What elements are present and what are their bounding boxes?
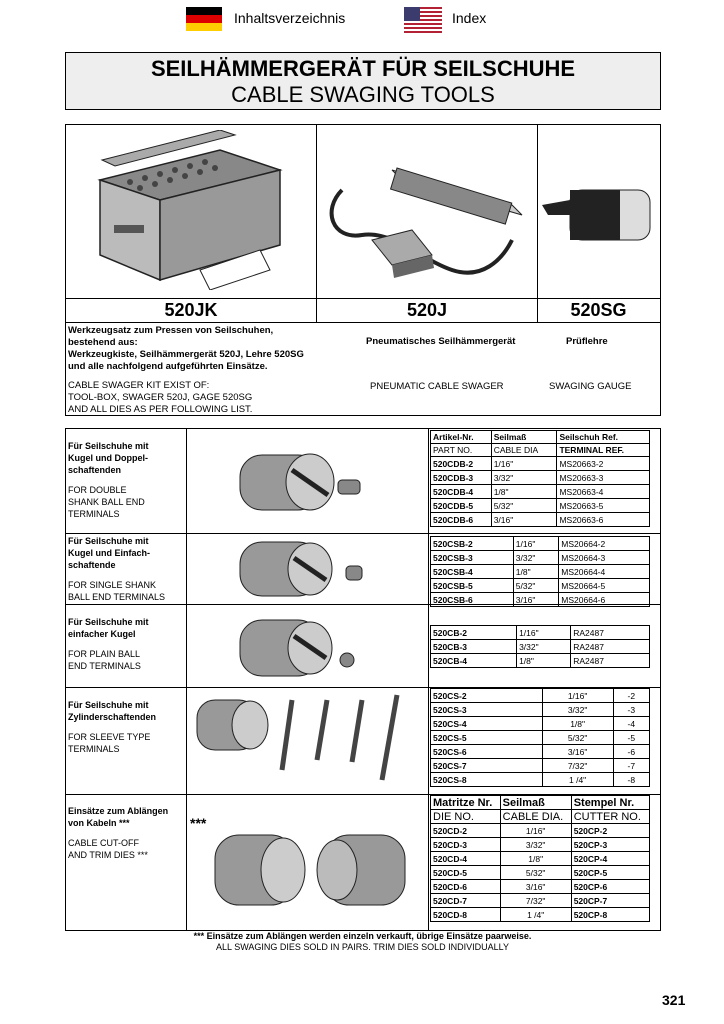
- die-no: 520CD-2: [431, 824, 501, 838]
- table-row: [431, 485, 650, 499]
- part-no: 520CSB-5: [431, 579, 514, 593]
- part-no: 520CS-8: [431, 773, 543, 787]
- title-de: SEILHÄMMERGERÄT FÜR SEILSCHUHE: [150, 56, 576, 81]
- col-header: Artikel-Nr.: [431, 431, 492, 444]
- cable-dia: 1/8": [491, 485, 557, 499]
- label-line: FOR SLEEVE TYPE: [68, 732, 151, 742]
- col-header: TERMINAL REF.: [557, 444, 650, 457]
- sleeve-die-image: [192, 690, 422, 790]
- cutter-no: 520CP-7: [571, 894, 649, 908]
- part-no: 520CSB-2: [431, 537, 514, 551]
- section-cd-label: [68, 805, 168, 861]
- cable-dia: 1/16": [500, 824, 571, 838]
- table-row: [431, 626, 650, 640]
- part-no: 520CS-5: [431, 731, 543, 745]
- terminal-ref: MS20663-3: [557, 471, 650, 485]
- label-line: Zylinderschaftenden: [68, 712, 157, 722]
- label-line: BALL END TERMINALS: [68, 592, 166, 602]
- die-no: 520CD-4: [431, 852, 501, 866]
- cutter-no: 520CP-2: [571, 824, 649, 838]
- col-header: Stempel Nr.: [571, 796, 649, 810]
- table-row: [431, 838, 650, 852]
- table-row: [431, 908, 650, 922]
- col-header: PART NO.: [431, 444, 492, 457]
- cable-dia: 3/16": [491, 513, 557, 527]
- swager-description-de: Pneumatisches Seilhämmergerät: [366, 336, 516, 347]
- double-shank-die-image: [230, 440, 370, 520]
- terminal-ref: -6: [613, 745, 649, 759]
- table-row: [431, 471, 650, 485]
- cable-dia: 1 /4": [500, 908, 571, 922]
- section-cb-label: [68, 616, 149, 672]
- col-header: Matritze Nr.: [431, 796, 501, 810]
- cable-dia: 7/32": [500, 894, 571, 908]
- label-line: END TERMINALS: [68, 661, 141, 671]
- stars-marker: ***: [190, 815, 207, 831]
- label-line: FOR SINGLE SHANK: [68, 580, 157, 590]
- terminal-ref: MS20663-5: [557, 499, 650, 513]
- section-cs-label: [68, 699, 156, 755]
- cable-dia: 5/32": [491, 499, 557, 513]
- table-row: [431, 654, 650, 668]
- cable-dia: 3/32": [542, 703, 613, 717]
- divider: [65, 298, 660, 299]
- cut-off-die-image: [205, 825, 420, 923]
- part-no: 520CDB-4: [431, 485, 492, 499]
- table-row: [431, 824, 650, 838]
- table-row: [431, 852, 650, 866]
- table-row: [431, 537, 650, 551]
- label-line: von Kabeln ***: [68, 818, 130, 828]
- cable-dia: 1/8": [513, 565, 559, 579]
- cable-dia: 1 /4": [542, 773, 613, 787]
- cable-dia: 1/16": [517, 626, 571, 640]
- terminal-ref: -5: [613, 731, 649, 745]
- german-flag-icon[interactable]: [186, 7, 222, 31]
- table-row: [431, 894, 650, 908]
- terminal-ref: MS20664-2: [559, 537, 650, 551]
- die-no: 520CD-5: [431, 866, 501, 880]
- toolbox-image: [90, 130, 290, 290]
- cutter-no: 520CP-4: [571, 852, 649, 866]
- part-no: 520CDB-6: [431, 513, 492, 527]
- cs-table: [430, 688, 650, 787]
- gauge-description-de: Prüflehre: [566, 336, 608, 347]
- terminal-ref: MS20664-6: [559, 593, 650, 607]
- cable-dia: 3/16": [500, 880, 571, 894]
- part-no: 520CSB-3: [431, 551, 514, 565]
- table-row: [431, 745, 650, 759]
- swaging-gauge-image: [540, 180, 658, 250]
- divider: [537, 124, 538, 322]
- part-no: 520CB-4: [431, 654, 517, 668]
- table-row: [431, 689, 650, 703]
- col-header: Seilmaß: [491, 431, 557, 444]
- title-box: [65, 52, 661, 110]
- table-row: [431, 880, 650, 894]
- cutter-no: 520CP-3: [571, 838, 649, 852]
- cable-dia: 1/8": [542, 717, 613, 731]
- toc-link[interactable]: Inhaltsverzeichnis: [234, 10, 346, 26]
- plain-ball-die-image: [230, 612, 370, 682]
- table-row: [431, 457, 650, 471]
- cdb-table: [430, 430, 650, 527]
- col-header: Seilschuh Ref.: [557, 431, 650, 444]
- label-line: Für Seilschuhe mit: [68, 617, 149, 627]
- cable-dia: 5/32": [542, 731, 613, 745]
- terminal-ref: -3: [613, 703, 649, 717]
- cable-dia: 1/16": [513, 537, 559, 551]
- cable-dia: 3/16": [513, 593, 559, 607]
- cable-dia: 3/32": [513, 551, 559, 565]
- label-line: schaftende: [68, 560, 116, 570]
- divider: [428, 428, 429, 930]
- die-no: 520CD-7: [431, 894, 501, 908]
- kit-de-line: und alle nachfolgend aufgeführten Einsätze.: [68, 361, 268, 372]
- terminal-ref: RA2487: [571, 640, 650, 654]
- us-flag-icon[interactable]: [403, 7, 443, 33]
- model-520jk: 520JK: [164, 300, 218, 320]
- terminal-ref: MS20663-4: [557, 485, 650, 499]
- terminal-ref: MS20663-2: [557, 457, 650, 471]
- kit-de-line: Werkzeugkiste, Seilhämmergerät 520J, Lehre 520SG: [68, 349, 304, 360]
- divider: [65, 533, 660, 534]
- kit-de-line: Werkzeugsatz zum Pressen von Seilschuhen,: [68, 325, 274, 336]
- label-line: CABLE CUT-OFF: [68, 838, 140, 848]
- section-cdb-label: [68, 440, 149, 520]
- col-header: Seilmaß: [500, 796, 571, 810]
- label-line: Einsätze zum Ablängen: [68, 806, 169, 816]
- model-520sg: 520SG: [570, 300, 627, 320]
- label-line: SHANK BALL END: [68, 497, 145, 507]
- footnote-en: ALL SWAGING DIES SOLD IN PAIRS. TRIM DIES SOLD INDIVIDUALLY: [216, 942, 509, 952]
- label-line: Für Seilschuhe mit: [68, 700, 149, 710]
- part-no: 520CB-2: [431, 626, 517, 640]
- cable-dia: 5/32": [513, 579, 559, 593]
- part-no: 520CS-3: [431, 703, 543, 717]
- part-no: 520CSB-4: [431, 565, 514, 579]
- cable-dia: 3/32": [491, 471, 557, 485]
- die-no: 520CD-6: [431, 880, 501, 894]
- cable-dia: 3/32": [500, 838, 571, 852]
- cable-dia: 1/8": [500, 852, 571, 866]
- part-no: 520CDB-3: [431, 471, 492, 485]
- cable-dia: 1/16": [542, 689, 613, 703]
- cable-dia: 7/32": [542, 759, 613, 773]
- label-line: FOR PLAIN BALL: [68, 649, 141, 659]
- part-no: 520CS-4: [431, 717, 543, 731]
- part-no: 520CDB-2: [431, 457, 492, 471]
- label-line: AND TRIM DIES ***: [68, 850, 148, 860]
- label-line: TERMINALS: [68, 744, 120, 754]
- table-row: [431, 640, 650, 654]
- label-line: TERMINALS: [68, 509, 120, 519]
- terminal-ref: -4: [613, 717, 649, 731]
- terminal-ref: -7: [613, 759, 649, 773]
- col-header: CABLE DIA.: [500, 810, 571, 824]
- cutter-no: 520CP-5: [571, 866, 649, 880]
- cable-dia: 3/16": [542, 745, 613, 759]
- col-header: CABLE DIA: [491, 444, 557, 457]
- die-no: 520CD-8: [431, 908, 501, 922]
- page-number: 321: [662, 992, 686, 1008]
- swager-description-en: PNEUMATIC CABLE SWAGER: [370, 381, 504, 392]
- kit-en-line: CABLE SWAGER KIT EXIST OF:: [68, 380, 210, 391]
- kit-en-line: AND ALL DIES AS PER FOLLOWING LIST.: [68, 404, 253, 415]
- kit-de-line: bestehend aus:: [68, 337, 138, 348]
- part-no: 520CB-3: [431, 640, 517, 654]
- part-no: 520CS-2: [431, 689, 543, 703]
- terminal-ref: RA2487: [571, 626, 650, 640]
- pneumatic-swager-image: [322, 150, 532, 280]
- terminal-ref: MS20663-6: [557, 513, 650, 527]
- kit-en-line: TOOL-BOX, SWAGER 520J, GAGE 520SG: [68, 392, 253, 403]
- table-row: [431, 866, 650, 880]
- part-no: 520CS-7: [431, 759, 543, 773]
- label-line: FOR DOUBLE: [68, 485, 127, 495]
- divider: [65, 322, 660, 323]
- csb-table: [430, 536, 650, 607]
- index-link[interactable]: Index: [452, 10, 487, 26]
- table-row: [431, 593, 650, 607]
- terminal-ref: MS20664-3: [559, 551, 650, 565]
- section-csb-label: [68, 535, 165, 603]
- table-row: [431, 703, 650, 717]
- die-no: 520CD-3: [431, 838, 501, 852]
- table-row: [431, 513, 650, 527]
- label-line: schaftenden: [68, 465, 122, 475]
- single-shank-die-image: [230, 538, 370, 600]
- terminal-ref: RA2487: [571, 654, 650, 668]
- footnote-de: *** Einsätze zum Ablängen werden einzeln verkauft, übrige Einsätze paarweise.: [193, 931, 532, 941]
- label-line: Für Seilschuhe mit: [68, 441, 149, 451]
- label-line: Kugel und Einfach-: [68, 548, 150, 558]
- table-row: [431, 499, 650, 513]
- table-row: [431, 579, 650, 593]
- part-no: 520CDB-5: [431, 499, 492, 513]
- table-row: [431, 759, 650, 773]
- cb-table: [430, 625, 650, 668]
- part-no: 520CS-6: [431, 745, 543, 759]
- divider: [316, 124, 317, 322]
- part-no: 520CSB-6: [431, 593, 514, 607]
- cable-dia: 3/32": [517, 640, 571, 654]
- table-row: [431, 731, 650, 745]
- cable-dia: 1/8": [517, 654, 571, 668]
- kit-description-de: [68, 325, 304, 373]
- table-row: [431, 551, 650, 565]
- col-header: DIE NO.: [431, 810, 501, 824]
- table-row: [431, 565, 650, 579]
- cd-table: [430, 795, 650, 922]
- label-line: Kugel und Doppel-: [68, 453, 148, 463]
- label-line: Für Seilschuhe mit: [68, 536, 149, 546]
- model-520j: 520J: [406, 300, 448, 320]
- terminal-ref: MS20664-5: [559, 579, 650, 593]
- cutter-no: 520CP-6: [571, 880, 649, 894]
- title-en: CABLE SWAGING TOOLS: [231, 82, 495, 107]
- kit-description-en: [68, 380, 252, 416]
- cable-dia: 5/32": [500, 866, 571, 880]
- divider: [186, 428, 187, 930]
- gauge-description-en: SWAGING GAUGE: [549, 381, 632, 392]
- terminal-ref: -8: [613, 773, 649, 787]
- table-row: [431, 773, 650, 787]
- label-line: einfacher Kugel: [68, 629, 136, 639]
- terminal-ref: -2: [613, 689, 649, 703]
- cutter-no: 520CP-8: [571, 908, 649, 922]
- terminal-ref: MS20664-4: [559, 565, 650, 579]
- cable-dia: 1/16": [491, 457, 557, 471]
- col-header: CUTTER NO.: [571, 810, 649, 824]
- table-row: [431, 717, 650, 731]
